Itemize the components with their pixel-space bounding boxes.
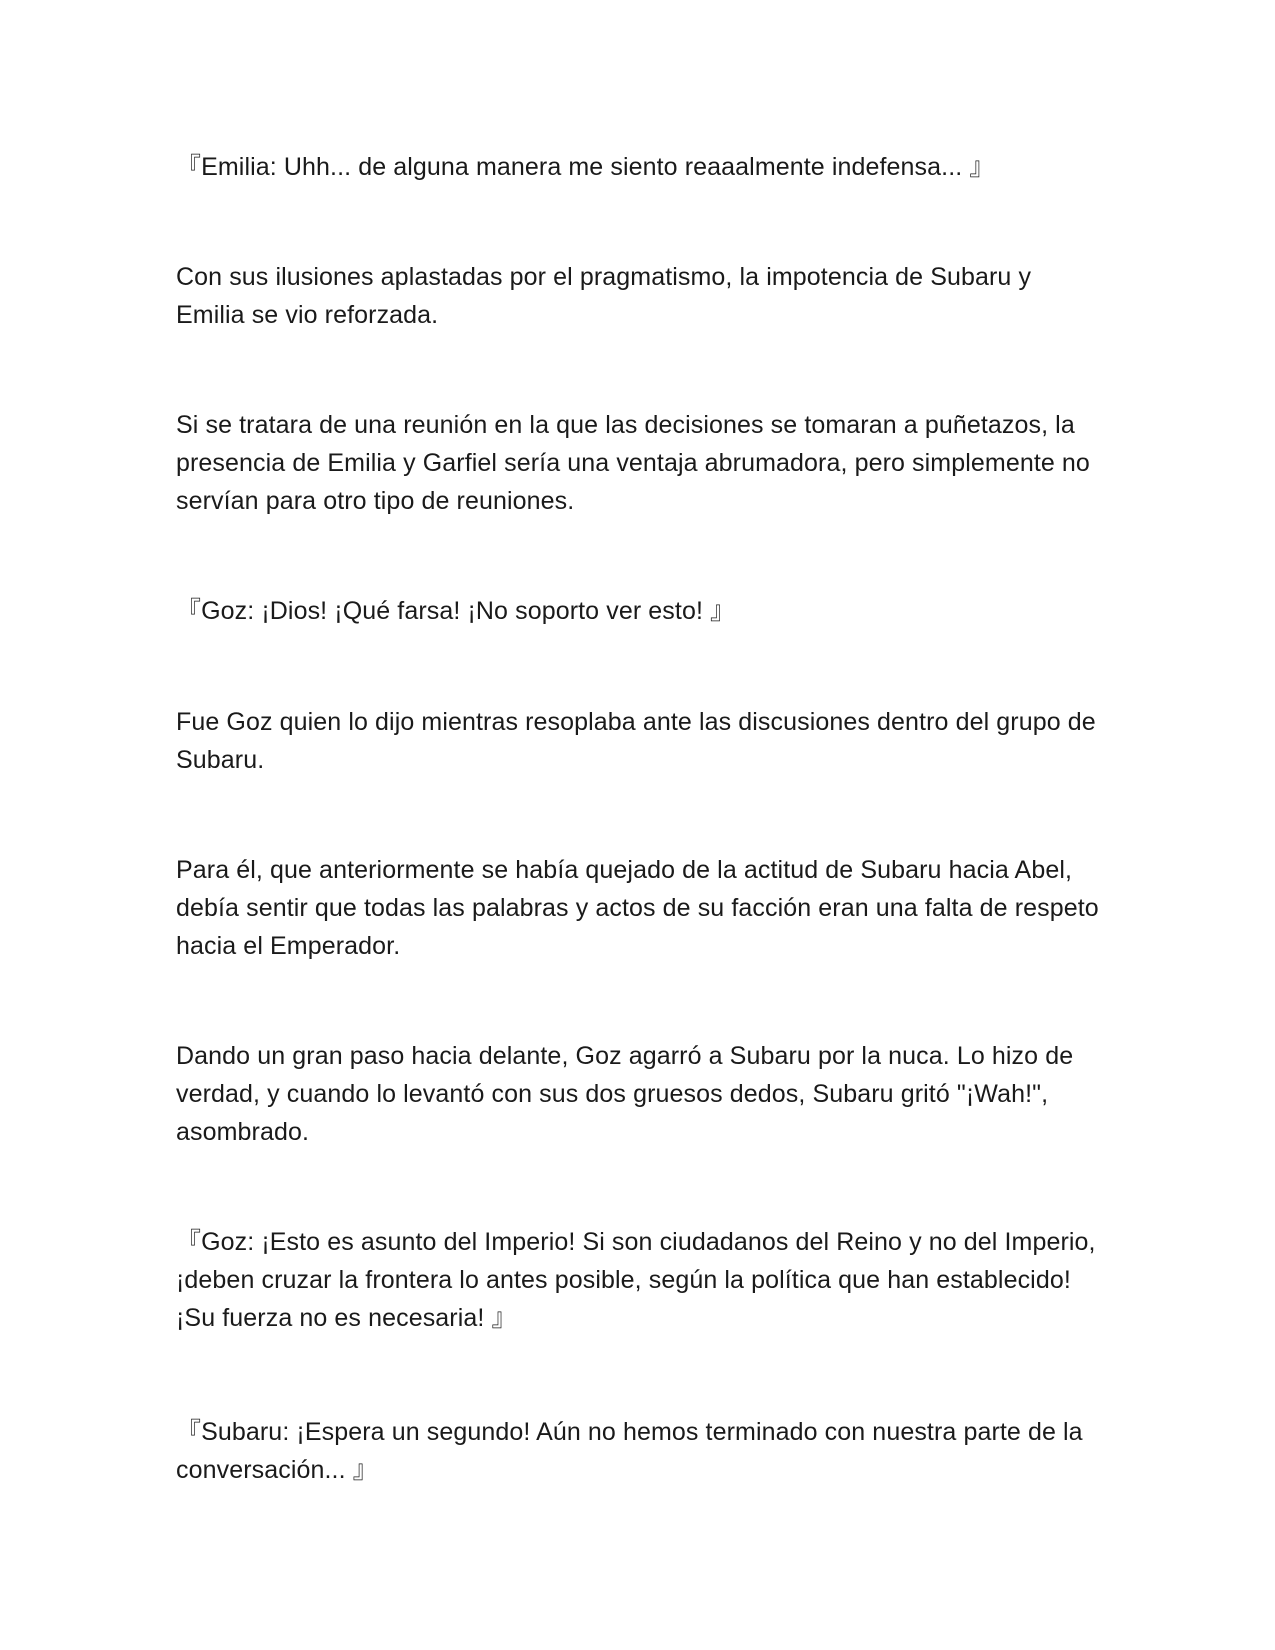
narration-paragraph: Si se tratara de una reunión en la que las decisiones se tomaran a puñetazos, la presencia de Emilia y Garfiel sería una ventaja abrumadora, pero simplemente no servían para otro tipo de reuniones. [176, 411, 1090, 515]
narration-paragraph: Para él, que anteriormente se había quejado de la actitud de Subaru hacia Abel, debía sentir que todas las palabras y actos de su facción eran una falta de respeto hacia el Emperador. [176, 856, 1099, 960]
dialogue-subaru: 『Subaru: ¡Espera un segundo! Aún no hemos terminado con nuestra parte de la conversación... 』 [176, 1418, 1083, 1484]
dialogue-goz: 『Goz: ¡Esto es asunto del Imperio! Si son ciudadanos del Reino y no del Imperio, ¡deben cruzar la frontera lo antes posible, según la política que han establecido! ¡Su fuerza no es necesaria! 』 [176, 1228, 1096, 1332]
dialogue-emilia: 『Emilia: Uhh... de alguna manera me siento reaaalmente indefensa... 』 [176, 153, 995, 181]
dialogue-goz: 『Goz: ¡Dios! ¡Qué farsa! ¡No soporto ver esto! 』 [176, 597, 736, 625]
narration-paragraph: Fue Goz quien lo dijo mientras resoplaba ante las discusiones dentro del grupo de Subaru. [176, 708, 1096, 774]
narration-paragraph: Con sus ilusiones aplastadas por el pragmatismo, la impotencia de Subaru y Emilia se vio reforzada. [176, 263, 1032, 329]
narration-paragraph: Dando un gran paso hacia delante, Goz agarró a Subaru por la nuca. Lo hizo de verdad, y cuando lo levantó con sus dos gruesos dedos, Subaru gritó "¡Wah!", asombrado. [176, 1042, 1074, 1146]
